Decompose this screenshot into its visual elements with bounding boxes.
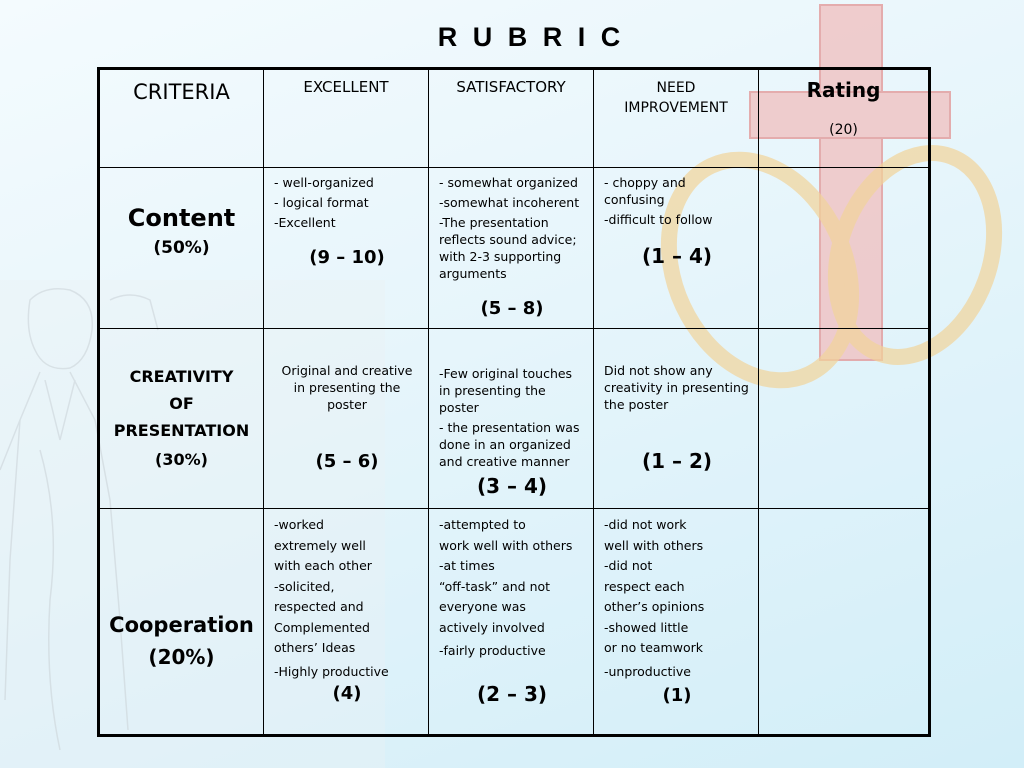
- satisfactory-cell: [429, 329, 594, 509]
- desc-line: - somewhat organized: [439, 175, 578, 190]
- score-range: (4): [332, 683, 362, 704]
- desc-line: well with others: [604, 537, 704, 553]
- desc-line: actively involved: [439, 619, 545, 635]
- desc-line: Complemented: [274, 619, 370, 635]
- desc-line: “off-task” and not: [439, 578, 551, 594]
- criteria-header: CRITERIA: [99, 69, 264, 168]
- desc-line: or no teamwork: [604, 640, 703, 655]
- need-header-line1: NEED: [656, 80, 696, 96]
- criteria-name-line: PRESENTATION: [113, 421, 250, 440]
- desc-line: work well with others: [439, 537, 573, 553]
- rating-max: (20): [829, 122, 858, 138]
- desc-line: Did not show any creativity in presenting the poster: [604, 363, 749, 412]
- desc-line: -at times: [439, 558, 495, 573]
- rating-label: Rating: [806, 78, 881, 102]
- table-row: [99, 509, 930, 736]
- rating-header: [759, 69, 930, 168]
- desc-line: -fairly productive: [439, 643, 546, 658]
- need-improvement-header: [594, 69, 759, 168]
- need-improvement-cell: [594, 329, 759, 509]
- criteria-cell: [99, 509, 264, 736]
- criteria-name: Content: [127, 204, 236, 232]
- score-range: (2 – 3): [476, 681, 548, 706]
- score-range: (9 – 10): [309, 247, 385, 268]
- desc-line: -somewhat incoherent: [439, 195, 580, 210]
- desc-line: -Highly productive: [274, 663, 389, 679]
- criteria-weight: (30%): [155, 450, 208, 469]
- desc-line: other’s opinions: [604, 599, 705, 614]
- excellent-cell: [264, 329, 429, 509]
- desc-line: -worked: [274, 517, 324, 532]
- need-improvement-cell: [594, 509, 759, 736]
- desc-line: -unproductive: [604, 663, 691, 679]
- score-range: (1 – 2): [641, 449, 713, 473]
- criteria-cell: [99, 168, 264, 329]
- desc-line: - choppy and confusing: [604, 175, 686, 207]
- desc-line: -did not: [604, 558, 653, 573]
- page-title: R U B R I C: [437, 22, 625, 52]
- satisfactory-header: SATISFACTORY: [429, 69, 594, 168]
- score-range: (5 – 6): [315, 451, 379, 472]
- header-row: [99, 69, 930, 168]
- satisfactory-cell: [429, 509, 594, 736]
- criteria-cell: [99, 329, 264, 509]
- desc-line: everyone was: [439, 599, 526, 614]
- desc-line: Original and creative in presenting the poster: [281, 363, 413, 412]
- desc-line: extremely well: [274, 537, 366, 553]
- desc-line: -Few original touches in presenting the poster: [439, 366, 573, 415]
- criteria-weight: (50%): [153, 238, 210, 258]
- excellent-cell: [264, 509, 429, 736]
- rubric-table: [97, 67, 931, 737]
- criteria-name: Cooperation: [109, 613, 254, 637]
- desc-line: -did not work: [604, 517, 687, 532]
- desc-line: -showed little: [604, 619, 689, 635]
- desc-line: respect each: [604, 578, 685, 594]
- rating-cell[interactable]: [759, 168, 930, 329]
- desc-line: -Excellent: [274, 215, 336, 230]
- desc-line: - well-organized: [274, 175, 374, 190]
- score-range: (1): [662, 685, 692, 706]
- table-row: [99, 168, 930, 329]
- excellent-cell: [264, 168, 429, 329]
- desc-line: -solicited,: [274, 578, 335, 594]
- criteria-name-line: CREATIVITY: [129, 367, 234, 386]
- desc-line: respected and: [274, 599, 364, 614]
- rating-cell[interactable]: [759, 509, 930, 736]
- criteria-name-line: OF: [169, 394, 194, 413]
- rating-cell[interactable]: [759, 329, 930, 509]
- desc-line: - the presentation was done in an organized and creative manner: [439, 420, 580, 469]
- score-range: (5 – 8): [480, 298, 544, 319]
- desc-line: with each other: [274, 558, 372, 573]
- score-range: (3 – 4): [476, 474, 548, 498]
- need-header-line2: IMPROVEMENT: [624, 100, 728, 116]
- desc-line: -attempted to: [439, 517, 526, 532]
- satisfactory-cell: [429, 168, 594, 329]
- desc-line: -difficult to follow: [604, 212, 713, 227]
- table-row: [99, 329, 930, 509]
- need-improvement-cell: [594, 168, 759, 329]
- excellent-header: EXCELLENT: [264, 69, 429, 168]
- desc-line: others’ Ideas: [274, 640, 356, 655]
- criteria-weight: (20%): [148, 645, 215, 669]
- desc-line: - logical format: [274, 195, 369, 210]
- score-range: (1 – 4): [641, 244, 713, 268]
- desc-line: -The presentation reflects sound advice; with 2-3 supporting arguments: [439, 215, 577, 281]
